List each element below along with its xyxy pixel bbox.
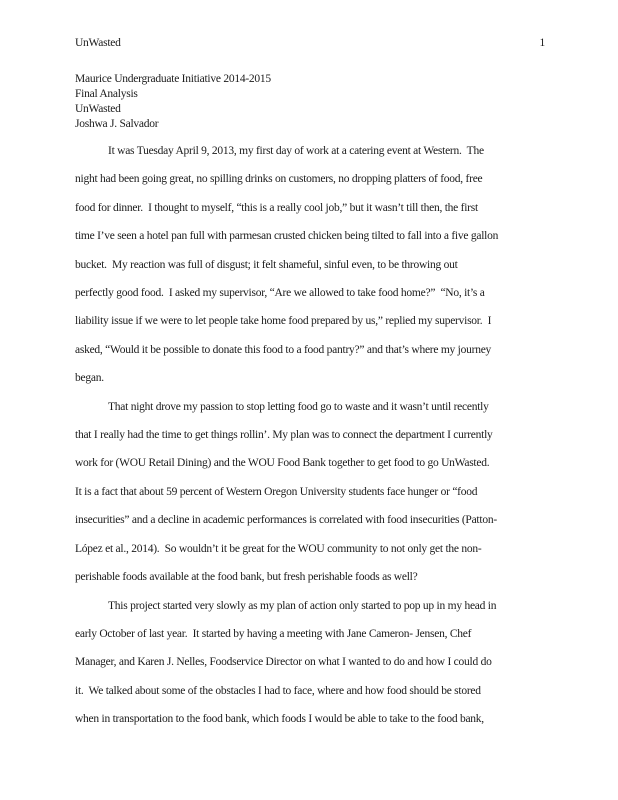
title-block <box>75 72 545 132</box>
paragraph-3 <box>75 592 545 734</box>
body-line: night had been going great, no spilling drinks on customers, no dropping platters of food, free <box>75 173 483 186</box>
page-number: 1 <box>539 37 545 49</box>
body-line: liability issue if we were to let people take home food prepared by us,” replied my supervisor. I <box>75 315 492 328</box>
running-head: UnWasted <box>75 37 121 49</box>
body-line: perishable foods available at the food bank, but fresh perishable foods as well? <box>75 571 418 584</box>
paragraph-1 <box>75 137 545 393</box>
body-line: López et al., 2014). So wouldn’t it be great for the WOU community to not only get the non- <box>75 542 482 555</box>
body-line: time I’ve seen a hotel pan full with parmesan crusted chicken being tilted to fall into a five gallon <box>75 230 499 243</box>
body-line: insecurities” and a decline in academic performances is correlated with food insecurities (Patton- <box>75 514 497 527</box>
body-line: bucket. My reaction was full of disgust; it felt shameful, sinful even, to be throwing out <box>75 258 458 271</box>
body-line: It is a fact that about 59 percent of Western Oregon University students face hunger or “food <box>75 485 478 498</box>
title-line-author: Joshwa J. Salvador <box>75 118 159 130</box>
body-line: asked, “Would it be possible to donate this food to a food pantry?” and that’s where my journey <box>75 343 492 356</box>
body-line: early October of last year. It started by having a meeting with Jane Cameron- Jensen, Chef <box>75 627 472 640</box>
title-line-subtitle: Final Analysis <box>75 88 138 100</box>
page-header <box>75 36 545 51</box>
body-line: work for (WOU Retail Dining) and the WOU Food Bank together to get food to go UnWasted. <box>75 457 490 470</box>
body-line: Manager, and Karen J. Nelles, Foodservice Director on what I wanted to do and how I could do <box>75 656 492 669</box>
body-line: It was Tuesday April 9, 2013, my first day of work at a catering event at Western. The <box>108 145 484 157</box>
body-line: That night drove my passion to stop letting food go to waste and it wasn’t until recently <box>108 400 489 413</box>
body-line: it. We talked about some of the obstacles I had to face, where and how food should be stored <box>75 684 481 697</box>
essay-body <box>75 137 545 734</box>
title-line-initiative: Maurice Undergraduate Initiative 2014-2015 <box>75 73 271 85</box>
body-line: that I really had the time to get things rollin’. My plan was to connect the department I currently <box>75 429 493 442</box>
body-line: began. <box>75 372 104 385</box>
body-line: perfectly good food. I asked my supervisor, “Are we allowed to take food home?” “No, it’s a <box>75 287 485 300</box>
body-line: food for dinner. I thought to myself, “this is a really cool job,” but it wasn’t till then, the first <box>75 201 478 214</box>
body-line: This project started very slowly as my plan of action only started to pop up in my head in <box>108 599 497 612</box>
body-line: when in transportation to the food bank, which foods I would be able to take to the food bank, <box>75 713 484 726</box>
paragraph-2 <box>75 393 545 592</box>
title-line-project: UnWasted <box>75 103 121 115</box>
